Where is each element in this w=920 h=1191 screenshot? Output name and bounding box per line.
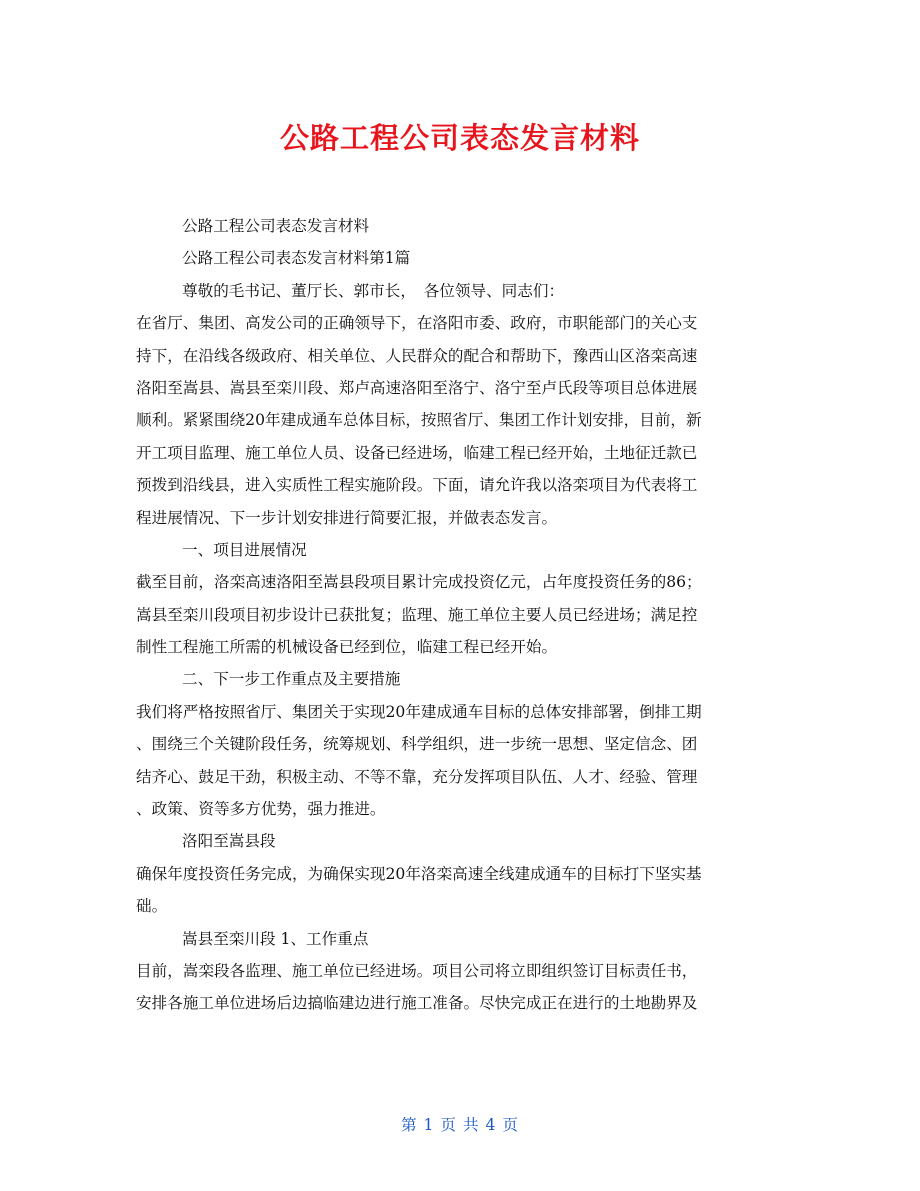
document-body	[136, 210, 786, 1020]
text-line: 制性工程施工所需的机械设备已经到位，临建工程已经开始。	[136, 638, 558, 657]
text-line: 嵩县至栾川段 1、工作重点	[182, 929, 369, 948]
text-line: 嵩县至栾川段项目初步设计已获批复；监理、施工单位主要人员已经进场；满足控	[136, 605, 698, 624]
text-line: 程进展情况、下一步计划安排进行简要汇报，并做表态发言。	[136, 508, 558, 527]
text-line: 安排各施工单位进场后边搞临建边进行施工准备。尽快完成正在进行的土地勘界及	[136, 994, 698, 1013]
text-line: 持下，在沿线各级政府、相关单位、人民群众的配合和帮助下，豫西山区洛栾高速	[136, 346, 698, 365]
text-line: 洛阳至嵩县、嵩县至栾川段、郑卢高速洛阳至洛宁、洛宁至卢氏段等项目总体进展	[136, 378, 698, 397]
text-line: 公路工程公司表态发言材料	[182, 217, 370, 235]
text-line: 确保年度投资任务完成，为确保实现20年洛栾高速全线建成通车的目标打下坚实基	[136, 864, 702, 883]
text-line: 公路工程公司表态发言材料第1篇	[182, 249, 411, 268]
text-line: 在省厅、集团、高发公司的正确领导下，在洛阳市委、政府，市职能部门的关心支	[136, 314, 698, 333]
text-line: 结齐心、鼓足干劲，积极主动、不等不靠，充分发挥项目队伍、人才、经验、管理	[136, 767, 698, 786]
text-line: 预拨到沿线县，进入实质性工程实施阶段。下面，请允许我以洛栾项目为代表将工	[136, 476, 698, 495]
text-line: 截至目前，洛栾高速洛阳至嵩县段项目累计完成投资亿元，占年度投资任务的86；	[136, 573, 702, 592]
text-line: 一、项目进展情况	[182, 540, 307, 559]
text-line: 开工项目监理、施工单位人员、设备已经进场，临建工程已经开始，土地征迁款已	[136, 443, 698, 462]
text-line: 、围绕三个关键阶段任务，统筹规划、科学组织，进一步统一思想、坚定信念、团	[136, 735, 698, 754]
text-line: 我们将严格按照省厅、集团关于实现20年建成通车目标的总体安排部署，倒排工期	[136, 702, 702, 721]
page-title: 公路工程公司表态发言材料	[279, 121, 640, 155]
text-line: 、政策、资等多方优势，强力推进。	[136, 800, 386, 819]
text-line: 尊敬的毛书记、董厅长、郭市长， 各位领导、同志们：	[182, 281, 565, 300]
text-line: 础。	[136, 897, 168, 916]
page-number: 第 1 页 共 4 页	[400, 1116, 519, 1134]
text-line: 目前，嵩栾段各监理、施工单位已经进场。项目公司将立即组织签订目标责任书，	[136, 961, 698, 980]
text-line: 洛阳至嵩县段	[182, 832, 276, 851]
text-line: 二、下一步工作重点及主要措施	[182, 670, 401, 689]
text-line: 顺利。紧紧围绕20年建成通车总体目标，按照省厅、集团工作计划安排，目前，新	[136, 411, 702, 430]
